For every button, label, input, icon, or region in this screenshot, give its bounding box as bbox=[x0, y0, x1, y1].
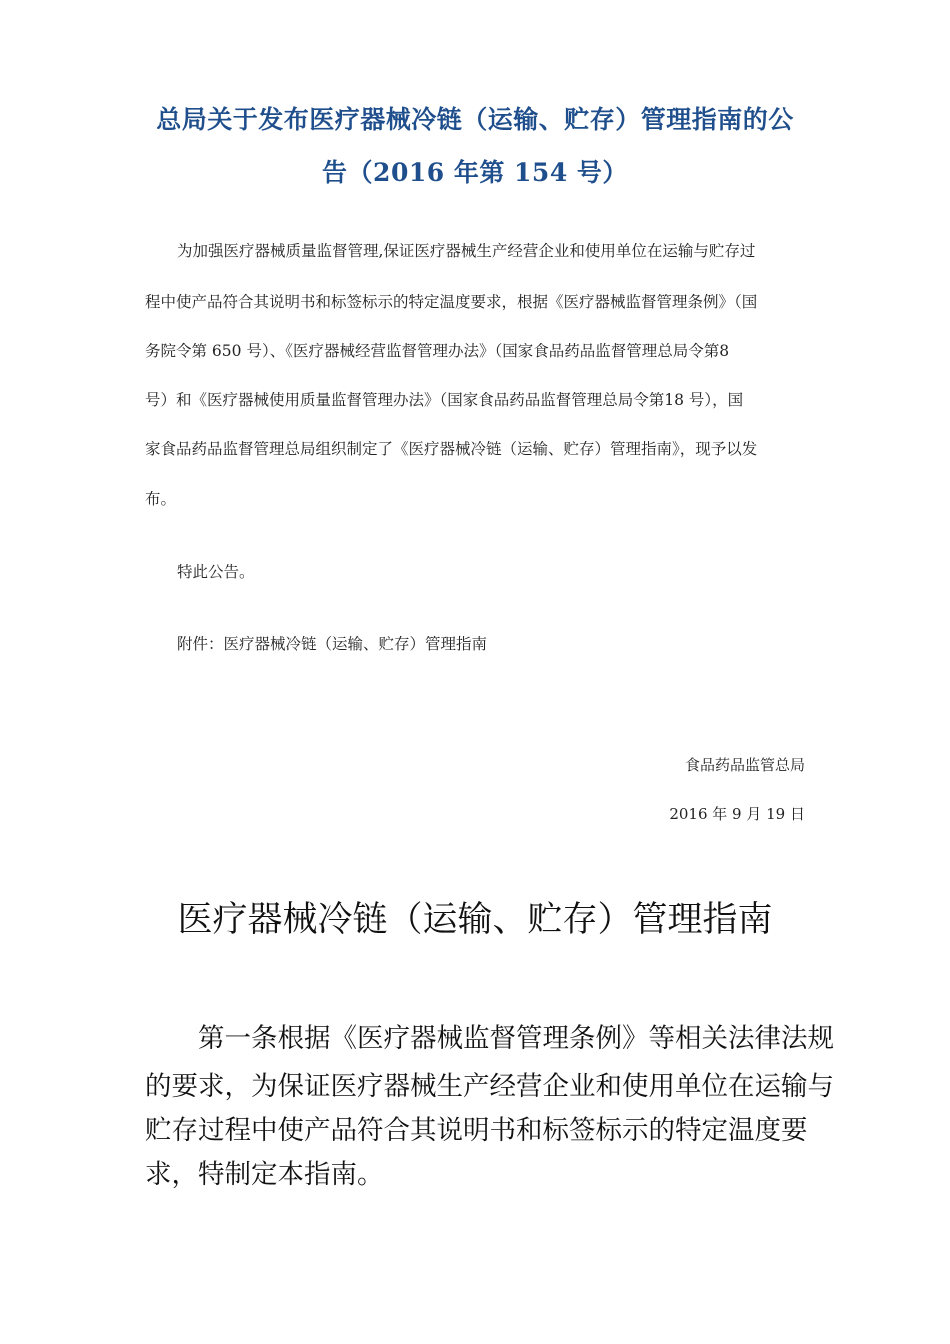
notice-paragraph-line: 程中使产品符合其说明书和标签标示的特定温度要求，根据《医疗器械监督管理条例》（国 bbox=[145, 293, 758, 311]
notice-paragraph-line: 家食品药品监督管理总局组织制定了《医疗器械冷链（运输、贮存）管理指南》，现予以发 bbox=[145, 440, 758, 458]
notice-title-line-1: 总局关于发布医疗器械冷链（运输、贮存）管理指南的公 bbox=[156, 105, 794, 134]
article-1-line: 求，特制定本指南。 bbox=[145, 1159, 384, 1190]
notice-paragraph-line: 号）和《医疗器械使用质量监督管理办法》（国家食品药品监督管理总局令第18 号），国 bbox=[145, 391, 744, 409]
notice-paragraph-line: 为加强医疗器械质量监督管理,保证医疗器械生产经营企业和使用单位在运输与贮存过 bbox=[177, 242, 756, 260]
notice-title-line-2: 告（2016 年第 154 号） bbox=[322, 158, 628, 187]
notice-paragraph-line: 布。 bbox=[145, 490, 177, 508]
notice-closing: 特此公告。 bbox=[177, 563, 255, 581]
article-1-line: 的要求，为保证医疗器械生产经营企业和使用单位在运输与 bbox=[145, 1071, 834, 1102]
guide-title: 医疗器械冷链（运输、贮存）管理指南 bbox=[177, 900, 773, 940]
article-1-line: 第一条根据《医疗器械监督管理条例》等相关法律法规 bbox=[198, 1023, 834, 1054]
notice-paragraph-line: 务院令第 650 号）、《医疗器械经营监督管理办法》（国家食品药品监督管理总局令第8 bbox=[145, 342, 730, 360]
notice-date: 2016 年 9 月 19 日 bbox=[669, 805, 805, 823]
article-1-line: 贮存过程中使产品符合其说明书和标签标示的特定温度要 bbox=[145, 1115, 808, 1146]
notice-attachment: 附件：医疗器械冷链（运输、贮存）管理指南 bbox=[177, 635, 488, 653]
notice-issuer: 食品药品监管总局 bbox=[684, 756, 805, 774]
